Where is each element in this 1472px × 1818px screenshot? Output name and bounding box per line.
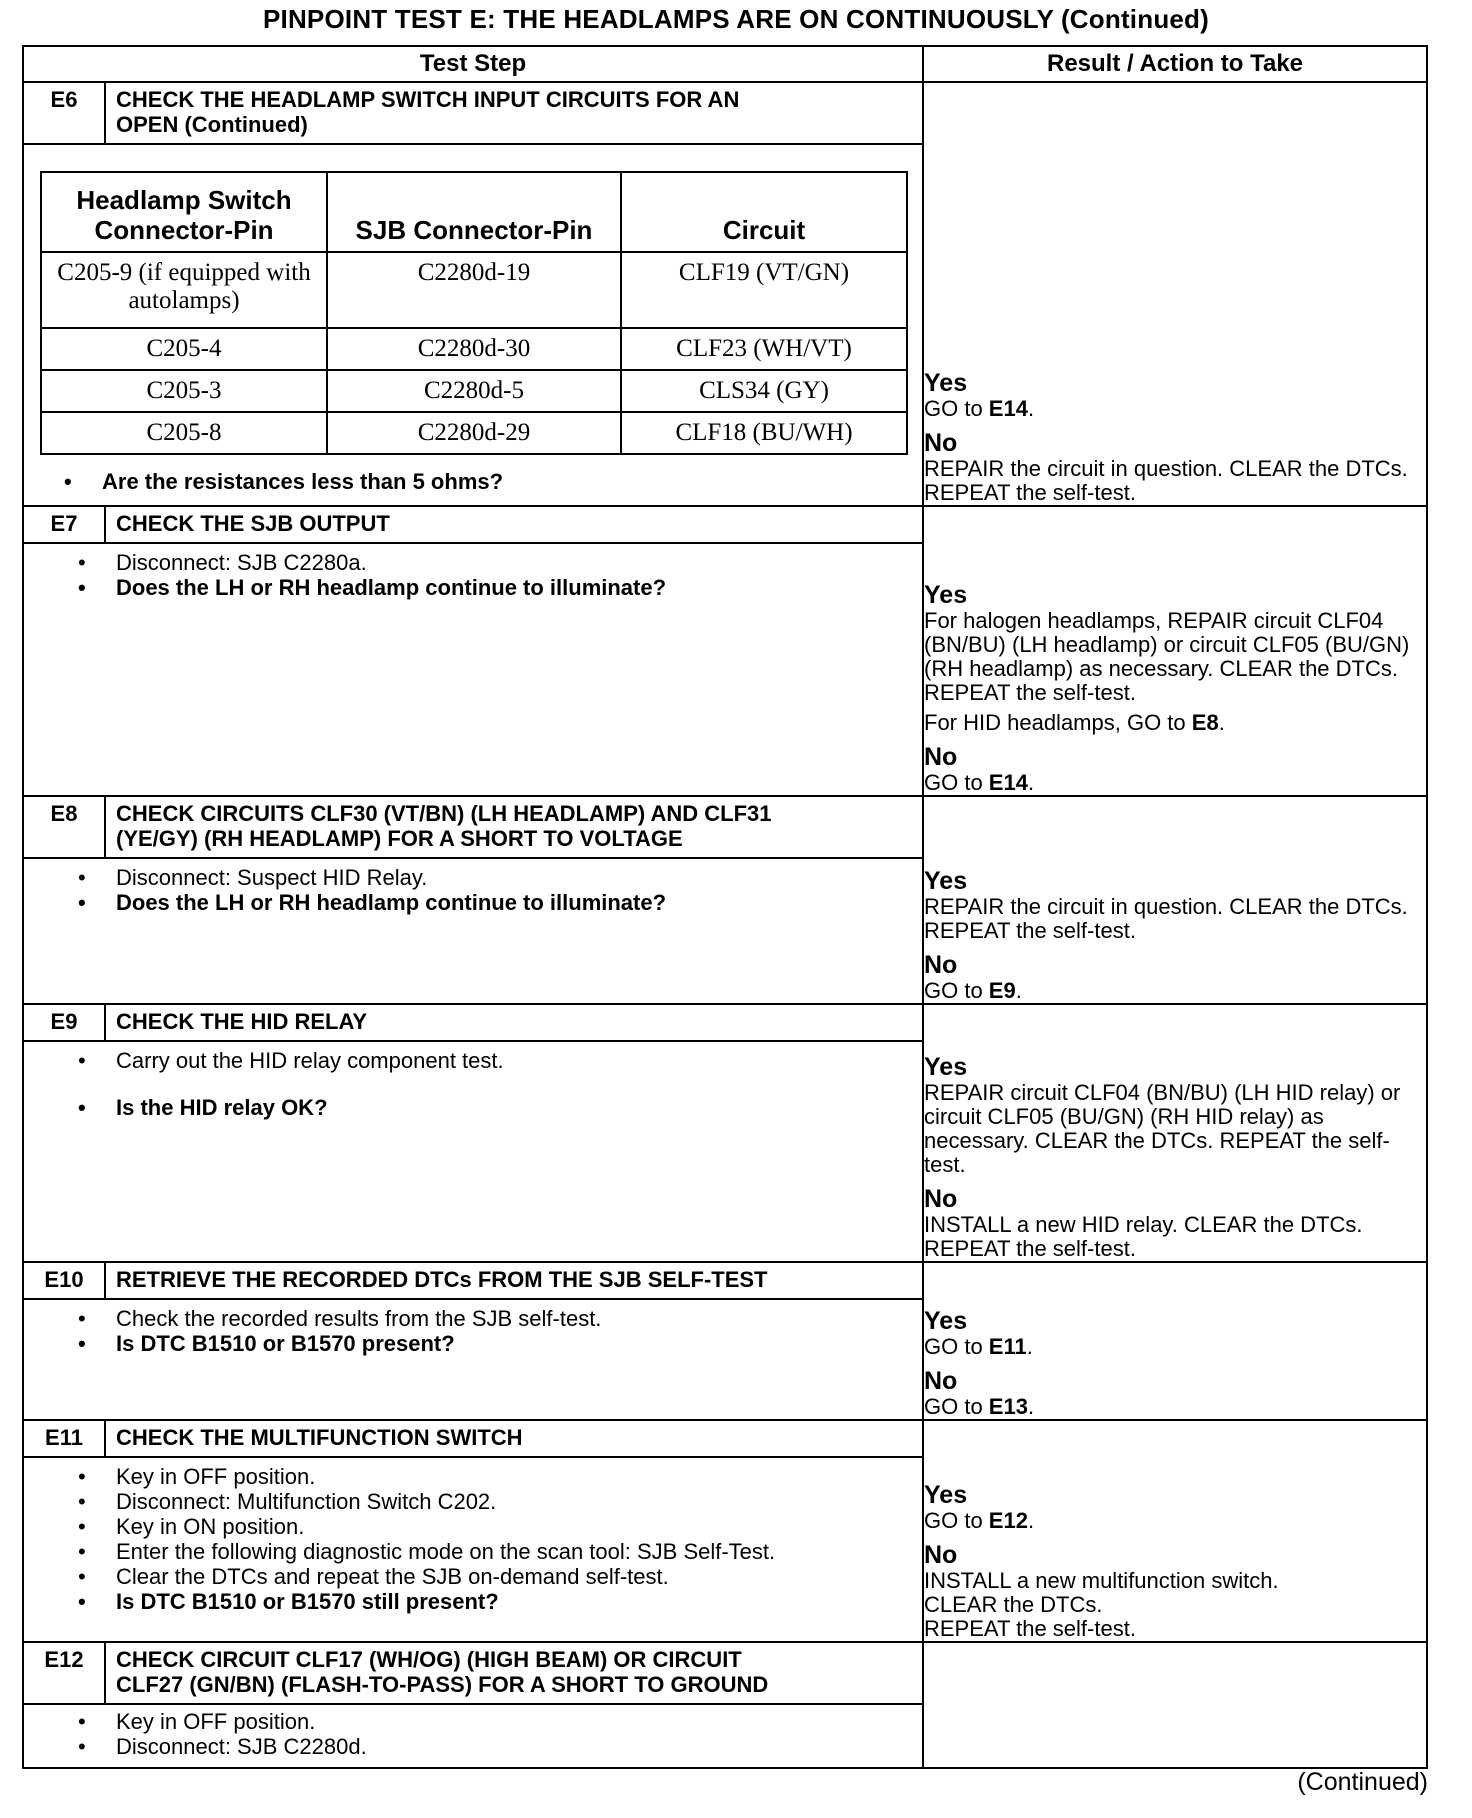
- instruction-item: • Disconnect: Multifunction Switch C202.: [78, 1489, 912, 1514]
- step-body: [24, 544, 922, 608]
- step-reference-link[interactable]: E14: [988, 396, 1028, 421]
- no-label: No: [924, 1185, 958, 1213]
- question-item: • Are the resistances less than 5 ohms?: [64, 469, 912, 495]
- step-row-e7: [23, 506, 1427, 796]
- action-text: GO to: [924, 978, 989, 1003]
- step-cell-e8: [23, 796, 923, 1004]
- step-reference-link[interactable]: E9: [988, 978, 1016, 1003]
- table-row: [41, 370, 907, 412]
- step-id: E8: [24, 797, 106, 857]
- yes-label: Yes: [924, 1307, 968, 1335]
- no-label: No: [924, 951, 958, 979]
- instruction-item: • Disconnect: Suspect HID Relay.: [78, 865, 912, 890]
- yes-action: [924, 1335, 1426, 1359]
- no-action: INSTALL a new HID relay. CLEAR the DTCs. REPEAT the self-test.: [924, 1212, 1363, 1261]
- instruction-item: • Enter the following diagnostic mode on the scan tool: SJB Self-Test.: [78, 1539, 912, 1564]
- instruction-item: • Key in ON position.: [78, 1514, 912, 1539]
- step-title-line: OPEN (Continued): [116, 112, 308, 137]
- no-action: [924, 771, 1426, 795]
- step-row-e12: [23, 1642, 1427, 1768]
- no-action: [924, 1395, 1426, 1419]
- question-item: • Is DTC B1510 or B1570 present?: [78, 1331, 912, 1356]
- no-action: [924, 1569, 1426, 1641]
- result-cell-e6: [923, 82, 1427, 506]
- instruction-item: • Disconnect: SJB C2280d.: [78, 1734, 912, 1759]
- step-id: E6: [24, 83, 106, 143]
- instruction-item: • Check the recorded results from the SJB self-test.: [78, 1306, 912, 1331]
- table-cell: C205-4: [41, 328, 327, 370]
- no-label: No: [924, 1367, 958, 1395]
- table-header-row: [23, 46, 1427, 82]
- step-cell-e7: [23, 506, 923, 796]
- action-text: .: [1015, 978, 1022, 1003]
- step-title-line: CHECK THE HEADLAMP SWITCH INPUT CIRCUITS FOR AN: [116, 87, 740, 112]
- action-text: GO to: [924, 1334, 989, 1359]
- step-title: CHECK THE HID RELAY: [116, 1009, 367, 1034]
- no-action: [924, 979, 1426, 1003]
- yes-action-hid: [924, 711, 1426, 735]
- action-text: GO to: [924, 396, 989, 421]
- table-cell: CLS34 (GY): [621, 370, 907, 412]
- yes-label: Yes: [924, 581, 968, 609]
- result-header: Result / Action to Take: [923, 46, 1427, 82]
- yes-label: Yes: [924, 369, 968, 397]
- step-title: [106, 797, 922, 857]
- step-title: [106, 1643, 922, 1703]
- table-cell: C2280d-30: [327, 328, 621, 370]
- step-title: [106, 83, 922, 143]
- table-cell: CLF19 (VT/GN): [621, 252, 907, 328]
- step-cell-e9: [23, 1004, 923, 1262]
- step-reference-link[interactable]: E11: [988, 1334, 1027, 1359]
- step-row-e9: [23, 1004, 1427, 1262]
- yes-action: REPAIR circuit CLF04 (BN/BU) (LH HID relay) or circuit CLF05 (BU/GN) (RH HID relay) as necessary. CLEAR the DTCs. REPEAT the self-test.: [924, 1080, 1401, 1177]
- sub-table-header: Circuit: [621, 172, 907, 252]
- no-action: REPAIR the circuit in question. CLEAR the DTCs. REPEAT the self-test.: [924, 456, 1408, 505]
- step-reference-link[interactable]: E12: [988, 1508, 1028, 1533]
- table-cell: C2280d-5: [327, 370, 621, 412]
- table-cell: C2280d-29: [327, 412, 621, 454]
- result-cell-e11: [923, 1420, 1427, 1642]
- step-body: [24, 859, 922, 923]
- pinpoint-test-table: [22, 45, 1428, 1769]
- page-title: PINPOINT TEST E: THE HEADLAMPS ARE ON CONTINUOUSLY (Continued): [262, 4, 1209, 34]
- step-row-e11: [23, 1420, 1427, 1642]
- no-label: No: [924, 1541, 958, 1569]
- action-text: GO to: [924, 770, 989, 795]
- action-line: INSTALL a new multifunction switch.: [924, 1568, 1279, 1593]
- step-id: E12: [24, 1643, 106, 1703]
- action-text: .: [1027, 1508, 1035, 1533]
- instruction-item: • Disconnect: SJB C2280a.: [78, 550, 912, 575]
- step-row-e10: [23, 1262, 1427, 1420]
- table-row: [41, 412, 907, 454]
- step-id: E7: [24, 507, 106, 542]
- instruction-item: • Clear the DTCs and repeat the SJB on-demand self-test.: [78, 1564, 912, 1589]
- no-label: No: [924, 429, 958, 457]
- step-body: [24, 1300, 922, 1364]
- test-step-header: Test Step: [23, 46, 923, 82]
- step-row-e6: [23, 82, 1427, 506]
- result-cell-e9: [923, 1004, 1427, 1262]
- yes-label: Yes: [924, 1053, 968, 1081]
- connector-pin-table: [40, 171, 908, 455]
- action-line: CLEAR the DTCs.: [924, 1592, 1103, 1617]
- step-row-e8: [23, 796, 1427, 1004]
- table-cell: C2280d-19: [327, 252, 621, 328]
- yes-label: Yes: [924, 867, 968, 895]
- question-item: • Is DTC B1510 or B1570 still present?: [78, 1589, 912, 1614]
- step-reference-link[interactable]: E13: [988, 1394, 1028, 1419]
- yes-action: [924, 1509, 1426, 1533]
- step-title-line: (YE/GY) (RH HEADLAMP) FOR A SHORT TO VOLTAGE: [116, 826, 683, 851]
- step-id: E10: [24, 1263, 106, 1298]
- step-cell-e12: [23, 1642, 923, 1768]
- yes-label: Yes: [924, 1481, 968, 1509]
- action-text: .: [1027, 770, 1035, 795]
- table-cell: C205-9 (if equipped with autolamps): [41, 252, 327, 328]
- no-label: No: [924, 743, 958, 771]
- step-title-line: CHECK CIRCUIT CLF17 (WH/OG) (HIGH BEAM) OR CIRCUIT: [116, 1647, 742, 1672]
- step-cell-e6: [23, 82, 923, 506]
- sub-table-header: SJB Connector-Pin: [327, 172, 621, 252]
- action-text: GO to: [924, 1394, 989, 1419]
- question-item: • Does the LH or RH headlamp continue to illuminate?: [78, 575, 912, 600]
- result-cell-e12: [923, 1642, 1427, 1768]
- table-cell: CLF23 (WH/VT): [621, 328, 907, 370]
- step-id: E11: [24, 1421, 106, 1456]
- question-item: • Is the HID relay OK?: [78, 1095, 912, 1120]
- step-body: [24, 1458, 922, 1622]
- step-title: CHECK THE SJB OUTPUT: [116, 511, 390, 536]
- step-title-line: CHECK CIRCUITS CLF30 (VT/BN) (LH HEADLAMP) AND CLF31: [116, 801, 772, 826]
- step-body: [24, 1705, 922, 1767]
- yes-action: REPAIR the circuit in question. CLEAR the DTCs. REPEAT the self-test.: [924, 894, 1408, 943]
- action-line: REPEAT the self-test.: [924, 1616, 1136, 1641]
- step-id: E9: [24, 1005, 106, 1040]
- table-row: [41, 328, 907, 370]
- result-cell-e7: [923, 506, 1427, 796]
- sub-table-header-row: [41, 172, 907, 252]
- action-text: .: [1027, 396, 1035, 421]
- step-title: CHECK THE MULTIFUNCTION SWITCH: [116, 1425, 523, 1450]
- action-text: .: [1218, 710, 1225, 735]
- step-title-line: CLF27 (GN/BN) (FLASH-TO-PASS) FOR A SHORT TO GROUND: [116, 1672, 769, 1697]
- instruction-item: • Carry out the HID relay component test.: [78, 1048, 912, 1073]
- table-cell: C205-8: [41, 412, 327, 454]
- action-text: .: [1026, 1334, 1033, 1359]
- result-cell-e10: [923, 1262, 1427, 1420]
- step-reference-link[interactable]: E8: [1191, 710, 1219, 735]
- step-body: [24, 1042, 922, 1128]
- sub-table-header: Headlamp Switch Connector-Pin: [41, 172, 327, 252]
- step-cell-e11: [23, 1420, 923, 1642]
- action-text: GO to: [924, 1508, 989, 1533]
- action-text: .: [1027, 1394, 1035, 1419]
- action-text: For HID headlamps, GO to: [924, 710, 1192, 735]
- continued-label: (Continued): [1297, 1768, 1428, 1796]
- table-cell: C205-3: [41, 370, 327, 412]
- instruction-item: • Key in OFF position.: [78, 1709, 912, 1734]
- step-cell-e10: [23, 1262, 923, 1420]
- question-item: • Does the LH or RH headlamp continue to illuminate?: [78, 890, 912, 915]
- step-title: RETRIEVE THE RECORDED DTCs FROM THE SJB SELF-TEST: [116, 1267, 768, 1292]
- table-cell: CLF18 (BU/WH): [621, 412, 907, 454]
- result-cell-e8: [923, 796, 1427, 1004]
- yes-action: For halogen headlamps, REPAIR circuit CLF04 (BN/BU) (LH headlamp) or circuit CLF05 (BU/GN) (RH headlamp) as necessary. CLEAR the DTCs. REPEAT the self-test.: [924, 608, 1410, 705]
- table-row: [41, 252, 907, 328]
- yes-action: [924, 397, 1426, 421]
- step-reference-link[interactable]: E14: [988, 770, 1028, 795]
- step-body: [24, 455, 922, 499]
- instruction-item: • Key in OFF position.: [78, 1464, 912, 1489]
